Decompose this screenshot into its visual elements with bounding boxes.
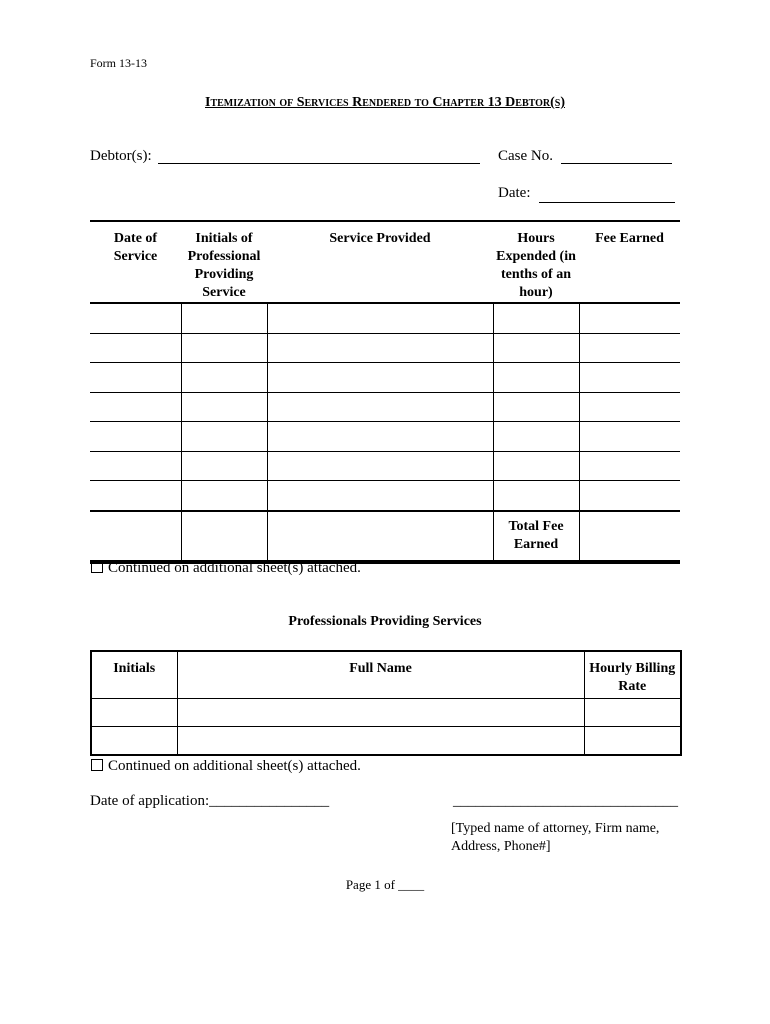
page-number: Page 1 of ____ — [345, 877, 425, 892]
professionals-section-title: Professionals Providing Services — [288, 614, 482, 629]
table-cell[interactable] — [584, 727, 681, 756]
continued-note-1 — [91, 560, 361, 577]
total-row — [90, 511, 680, 562]
signature-caption-line-2: Address, Phone#] — [451, 839, 551, 854]
table-row — [90, 303, 680, 333]
table-cell[interactable] — [493, 363, 579, 393]
signature-caption — [451, 820, 659, 856]
case-no-field[interactable] — [561, 163, 672, 164]
col-full-name: Full Name — [177, 651, 584, 699]
services-table — [90, 220, 680, 564]
table-cell[interactable] — [267, 422, 493, 452]
continued-checkbox-1[interactable] — [91, 561, 103, 573]
table-row — [90, 333, 680, 363]
continued-note-2-text: Continued on additional sheet(s) attached. — [108, 758, 361, 774]
table-cell[interactable] — [177, 727, 584, 756]
table-cell[interactable] — [181, 303, 267, 333]
table-cell[interactable] — [579, 481, 680, 511]
date-label: Date: — [498, 185, 531, 201]
table-row — [90, 363, 680, 393]
table-cell[interactable] — [181, 481, 267, 511]
table-cell[interactable] — [579, 451, 680, 481]
table-row — [90, 481, 680, 511]
table-cell[interactable] — [181, 392, 267, 422]
professionals-table — [90, 650, 682, 756]
table-cell[interactable] — [267, 451, 493, 481]
table-cell[interactable] — [579, 363, 680, 393]
table-cell[interactable] — [267, 333, 493, 363]
table-cell[interactable] — [579, 392, 680, 422]
table-cell — [90, 511, 181, 562]
table-cell[interactable] — [267, 303, 493, 333]
table-cell[interactable] — [177, 699, 584, 727]
total-fee-field[interactable] — [579, 511, 680, 562]
col-hours-expended: Hours Expended (in tenths of an hour) — [493, 221, 579, 303]
col-hourly-billing-rate: Hourly Billing Rate — [584, 651, 681, 699]
table-cell[interactable] — [181, 451, 267, 481]
signature-line[interactable]: ______________________________ — [453, 793, 678, 809]
table-cell[interactable] — [181, 422, 267, 452]
table-cell[interactable] — [181, 363, 267, 393]
col-initials-of-professional: Initials of Professional Providing Service — [181, 221, 267, 303]
table-cell[interactable] — [90, 451, 181, 481]
table-cell[interactable] — [90, 333, 181, 363]
table-cell[interactable] — [90, 363, 181, 393]
table-cell[interactable] — [584, 699, 681, 727]
application-date-label[interactable]: Date of application:________________ — [90, 793, 330, 809]
debtors-label: Debtor(s): — [90, 148, 152, 164]
form-title: Itemization of Services Rendered to Chapter 13 Debtor(s) — [205, 95, 565, 110]
date-field[interactable] — [539, 202, 675, 203]
col-fee-earned: Fee Earned — [579, 221, 680, 303]
table-cell[interactable] — [493, 481, 579, 511]
table-cell[interactable] — [579, 333, 680, 363]
table-cell[interactable] — [579, 422, 680, 452]
table-cell[interactable] — [493, 392, 579, 422]
table-cell[interactable] — [90, 422, 181, 452]
services-header-row — [90, 221, 680, 303]
form-number: Form 13-13 — [90, 56, 147, 70]
table-row — [90, 422, 680, 452]
table-cell[interactable] — [579, 303, 680, 333]
table-cell[interactable] — [91, 727, 177, 756]
table-row — [90, 392, 680, 422]
table-cell[interactable] — [267, 481, 493, 511]
continued-note-2 — [91, 758, 361, 775]
col-service-provided: Service Provided — [267, 221, 493, 303]
signature-caption-line-1: [Typed name of attorney, Firm name, — [451, 821, 660, 836]
table-cell[interactable] — [267, 363, 493, 393]
table-cell[interactable] — [493, 303, 579, 333]
total-fee-label: Total Fee Earned — [493, 511, 579, 562]
debtors-field[interactable] — [158, 163, 480, 164]
table-cell[interactable] — [493, 422, 579, 452]
table-cell[interactable] — [267, 392, 493, 422]
table-cell[interactable] — [181, 333, 267, 363]
col-initials: Initials — [91, 651, 177, 699]
col-date-of-service: Date of Service — [90, 221, 181, 303]
table-row — [90, 451, 680, 481]
table-cell[interactable] — [90, 481, 181, 511]
table-cell — [181, 511, 267, 562]
table-cell — [267, 511, 493, 562]
table-row — [91, 727, 681, 756]
table-row — [91, 699, 681, 727]
professionals-header-row — [91, 651, 681, 699]
table-cell[interactable] — [493, 333, 579, 363]
table-cell[interactable] — [90, 303, 181, 333]
case-no-label: Case No. — [498, 148, 553, 164]
table-cell[interactable] — [90, 392, 181, 422]
table-cell[interactable] — [493, 451, 579, 481]
table-cell[interactable] — [91, 699, 177, 727]
continued-checkbox-2[interactable] — [91, 759, 103, 771]
continued-note-1-text: Continued on additional sheet(s) attached. — [108, 560, 361, 576]
